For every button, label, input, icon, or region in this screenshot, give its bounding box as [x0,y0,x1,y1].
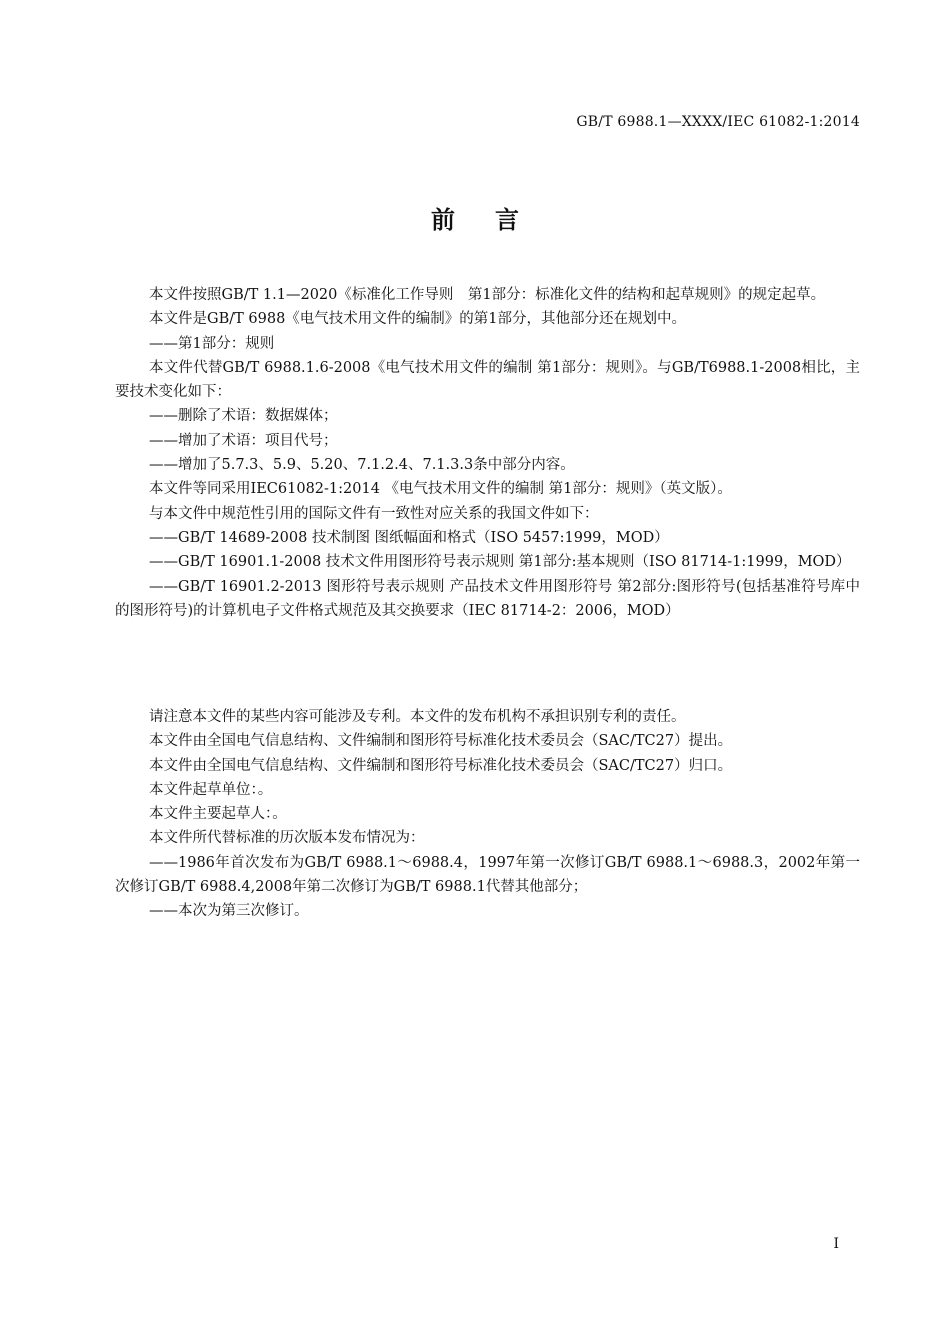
paragraph: 本文件代替GB/T 6988.1.6-2008《电气技术用文件的编制 第1部分：规则》。与GB/T6988.1-2008相比，主要技术变化如下： [115,359,860,401]
paragraph: 本文件由全国电气信息结构、文件编制和图形符号标准化技术委员会（SAC/TC27）归口。 [149,757,733,774]
paragraph: 本文件按照GB/T 1.1—2020《标准化工作导则 第1部分：标准化文件的结构和起草规则》的规定起草。 [149,287,826,303]
foreword-body-continued [115,705,860,924]
list-item: ——1986年首次发布为GB/T 6988.1～6988.4，1997年第一次修订GB/T 6988.1～6988.3，2002年第一次修订GB/T 6988.4,2008年第二次修订为GB/T 6988.1代替其他部分； [115,854,860,896]
paragraph: 本文件是GB/T 6988《电气技术用文件的编制》的第1部分，其他部分还在规划中。 [149,311,687,328]
list-item: ——GB/T 16901.2-2013 图形符号表示规则 产品技术文件用图形符号 第2部分:图形符号(包括基准符号库中的图形符号)的计算机电子文件格式规范及其交换要求（IEC 81714-2：2006，MOD） [115,578,860,619]
paragraph: 本文件主要起草人：。 [149,806,287,823]
paragraph: 本文件由全国电气信息结构、文件编制和图形符号标准化技术委员会（SAC/TC27）提出。 [149,733,733,750]
document-code: GB/T 6988.1—XXXX/IEC 61082-1:2014 [576,114,860,130]
list-item: ——GB/T 16901.1-2008 技术文件用图形符号表示规则 第1部分:基本规则（ISO 81714-1:1999，MOD） [149,554,851,571]
list-item: ——删除了术语：数据媒体； [149,408,338,425]
page-number: I [833,1236,839,1252]
page-title: 前言 [431,205,559,234]
paragraph: 本文件起草单位：。 [149,781,273,798]
paragraph: 请注意本文件的某些内容可能涉及专利。本文件的发布机构不承担识别专利的责任。 [149,709,686,725]
paragraph: 本文件等同采用IEC61082-1:2014 《电气技术用文件的编制 第1部分：规则》（英文版）。 [149,481,732,498]
paragraph: 与本文件中规范性引用的国际文件有一致性对应关系的我国文件如下： [149,505,599,522]
list-item: ——增加了5.7.3、5.9、5.20、7.1.2.4、7.1.3.3条中部分内容。 [149,457,575,474]
list-item: ——本次为第三次修订。 [149,903,309,920]
list-item: ——GB/T 14689-2008 技术制图 图纸幅面和格式（ISO 5457:1999，MOD） [149,529,669,546]
list-item: ——增加了术语：项目代号； [149,432,338,449]
foreword-body [115,283,860,623]
paragraph: 本文件所代替标准的历次版本发布情况为： [149,830,425,847]
list-item: ——第1部分：规则 [149,335,275,352]
